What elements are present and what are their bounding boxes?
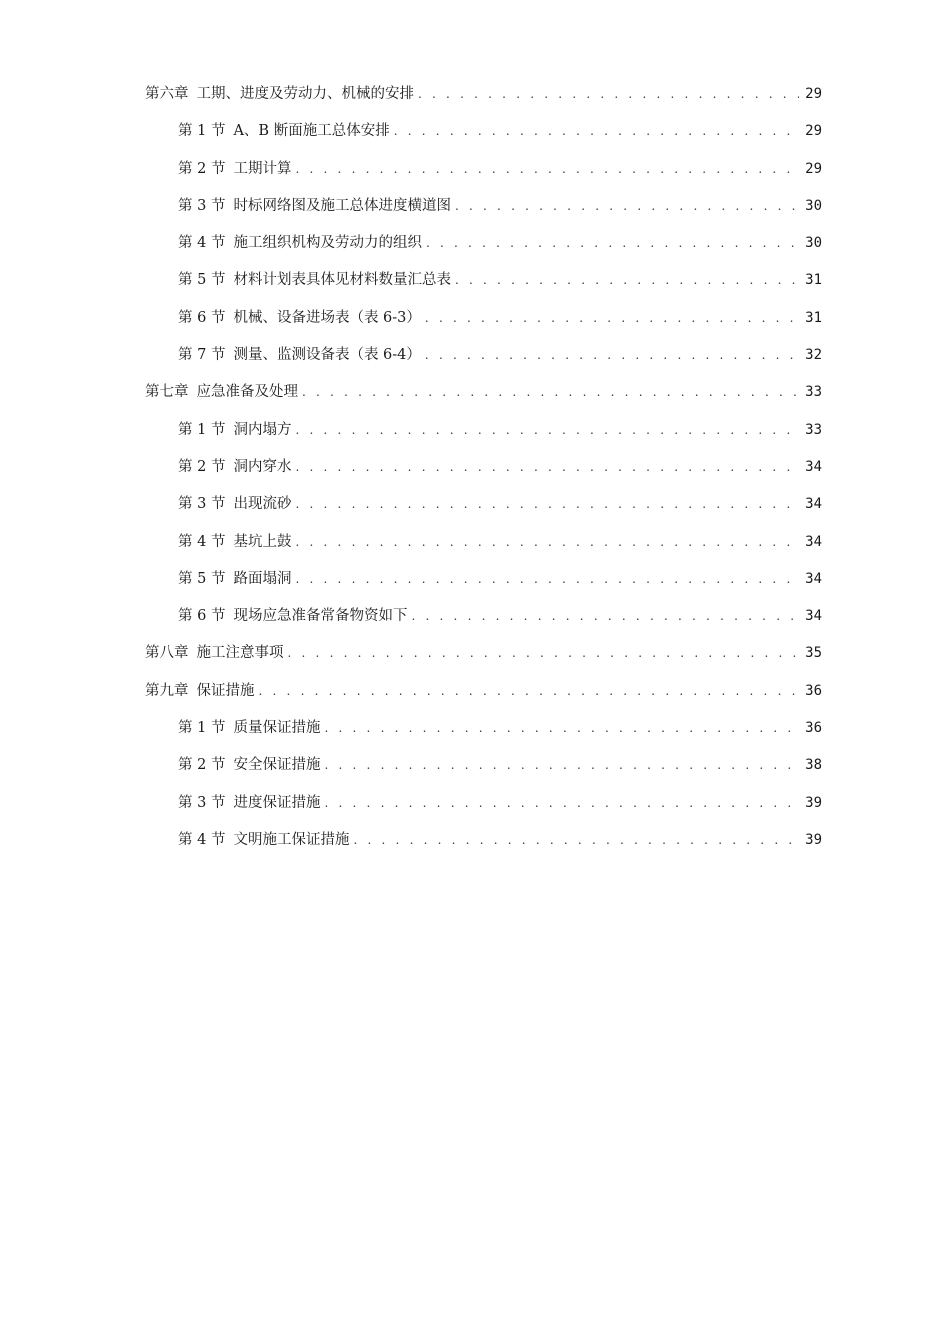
toc-entry-title — [178, 528, 295, 556]
toc-entry-label: 第 1 节 — [178, 720, 226, 737]
toc-entry-label: 第 4 节 — [178, 235, 226, 252]
toc-entry-label: 第 1 节 — [178, 123, 226, 140]
toc-entry-section[interactable] — [145, 416, 822, 453]
toc-entry-text: 洞内穿水 — [233, 458, 292, 475]
toc-leader-dots — [324, 789, 799, 817]
toc-entry-section[interactable] — [145, 528, 822, 565]
toc-leader-dots — [425, 304, 799, 332]
toc-entry-section[interactable] — [145, 490, 822, 527]
toc-leader-dots — [411, 602, 799, 630]
toc-leader-dots — [394, 117, 799, 145]
toc-page-number: 34 — [805, 458, 822, 475]
toc-page-number: 34 — [805, 496, 822, 513]
toc-leader-dots — [295, 155, 799, 183]
toc-entry-text: 质量保证措施 — [233, 720, 321, 737]
toc-entry-title — [178, 826, 353, 854]
toc-leader-dots — [295, 416, 799, 444]
toc-entry-label: 第 5 节 — [178, 272, 226, 289]
toc-leader-dots — [295, 453, 799, 481]
toc-entry-section[interactable] — [145, 266, 822, 303]
toc-entry-section[interactable] — [145, 304, 822, 341]
toc-entry-text: 机械、设备进场表（表 6-3） — [233, 309, 421, 326]
toc-entry-label: 第 6 节 — [178, 309, 226, 326]
toc-entry-section[interactable] — [145, 453, 822, 490]
toc-page-number: 29 — [805, 86, 822, 102]
toc-entry-label: 第八章 — [145, 645, 189, 662]
toc-entry-section[interactable] — [145, 192, 822, 229]
toc-entry-text: 基坑上鼓 — [233, 533, 292, 550]
toc-entry-text: 应急准备及处理 — [196, 384, 298, 401]
toc-page-number: 34 — [805, 533, 822, 550]
toc-entry-text: 安全保证措施 — [233, 757, 321, 774]
toc-page-number: 35 — [805, 645, 822, 662]
toc-leader-dots — [324, 714, 799, 742]
toc-entry-title — [178, 229, 426, 257]
toc-entry-label: 第 4 节 — [178, 533, 226, 550]
toc-entry-title — [178, 453, 295, 481]
toc-entry-label: 第 1 节 — [178, 421, 226, 438]
toc-page-number: 36 — [805, 682, 822, 699]
toc-entry-label: 第九章 — [145, 682, 189, 699]
toc-page-number: 34 — [805, 570, 822, 587]
toc-entry-chapter[interactable] — [145, 80, 822, 117]
toc-page-number: 29 — [805, 160, 822, 177]
toc-entry-text: 工期、进度及劳动力、机械的安排 — [196, 86, 414, 102]
toc-page-number: 34 — [805, 608, 822, 625]
toc-entry-text: 洞内塌方 — [233, 421, 292, 438]
toc-entry-title — [145, 378, 302, 406]
toc-leader-dots — [353, 826, 799, 854]
toc-leader-dots — [455, 266, 799, 294]
toc-entry-text: 路面塌洞 — [233, 570, 292, 587]
toc-page-number: 30 — [805, 197, 822, 214]
toc-page-number: 32 — [805, 347, 822, 364]
toc-entry-title — [178, 789, 324, 817]
toc-entry-title — [178, 304, 425, 332]
toc-page-number: 39 — [805, 831, 822, 848]
toc-entry-title — [145, 80, 418, 108]
toc-entry-title — [178, 155, 295, 183]
toc-entry-label: 第 3 节 — [178, 496, 226, 513]
toc-entry-label: 第 3 节 — [178, 794, 226, 811]
toc-page-number: 31 — [805, 309, 822, 326]
toc-entry-text: 进度保证措施 — [233, 794, 321, 811]
toc-entry-title — [178, 416, 295, 444]
toc-leader-dots — [259, 677, 800, 705]
toc-entry-text: 出现流砂 — [233, 496, 292, 513]
toc-page-number: 33 — [805, 421, 822, 438]
toc-entry-label: 第 3 节 — [178, 197, 226, 214]
toc-entry-section[interactable] — [145, 117, 822, 154]
toc-entry-section[interactable] — [145, 341, 822, 378]
toc-entry-text: 施工组织机构及劳动力的组织 — [233, 235, 422, 252]
toc-leader-dots — [324, 751, 799, 779]
toc-entry-label: 第 7 节 — [178, 347, 226, 364]
toc-entry-chapter[interactable] — [145, 639, 822, 676]
toc-page-number: 29 — [805, 123, 822, 140]
toc-entry-section[interactable] — [145, 229, 822, 266]
toc-page-number: 31 — [805, 272, 822, 289]
toc-entry-title — [178, 565, 295, 593]
toc-entry-title — [145, 677, 259, 705]
toc-entry-text: 现场应急准备常备物资如下 — [233, 608, 408, 625]
toc-leader-dots — [418, 80, 799, 108]
toc-leader-dots — [295, 565, 799, 593]
toc-entry-text: 工期计算 — [233, 160, 292, 177]
toc-page-number: 30 — [805, 235, 822, 252]
toc-entry-title — [178, 192, 455, 220]
toc-entry-text: 材料计划表具体见材料数量汇总表 — [233, 272, 451, 289]
toc-page-number: 36 — [805, 720, 822, 737]
toc-entry-section[interactable] — [145, 602, 822, 639]
toc-leader-dots — [455, 192, 799, 220]
toc-entry-chapter[interactable] — [145, 378, 822, 415]
toc-entry-text: 施工注意事项 — [196, 645, 284, 662]
toc-leader-dots — [288, 639, 800, 667]
toc-entry-label: 第六章 — [145, 86, 189, 102]
table-of-contents — [145, 80, 822, 863]
toc-entry-label: 第七章 — [145, 384, 189, 401]
toc-entry-label: 第 2 节 — [178, 160, 226, 177]
toc-leader-dots — [426, 229, 799, 257]
toc-leader-dots — [295, 528, 799, 556]
toc-entry-title — [178, 751, 324, 779]
toc-entry-label: 第 5 节 — [178, 570, 226, 587]
toc-entry-label: 第 2 节 — [178, 458, 226, 475]
toc-entry-title — [145, 639, 288, 667]
toc-entry-title — [178, 602, 411, 630]
toc-entry-section[interactable] — [145, 714, 822, 751]
toc-entry-section[interactable] — [145, 789, 822, 826]
toc-page-number: 38 — [805, 757, 822, 774]
toc-entry-text: 测量、监测设备表（表 6-4） — [233, 347, 421, 364]
toc-entry-section[interactable] — [145, 565, 822, 602]
toc-leader-dots — [295, 490, 799, 518]
toc-leader-dots — [302, 378, 799, 406]
toc-entry-text: 文明施工保证措施 — [233, 831, 350, 848]
toc-leader-dots — [425, 341, 799, 369]
toc-entry-label: 第 2 节 — [178, 757, 226, 774]
toc-entry-title — [178, 266, 455, 294]
toc-entry-text: 保证措施 — [196, 682, 255, 699]
toc-page-number: 39 — [805, 794, 822, 811]
toc-entry-section[interactable] — [145, 155, 822, 192]
toc-entry-title — [178, 490, 295, 518]
toc-entry-section[interactable] — [145, 826, 822, 863]
toc-entry-text: 时标网络图及施工总体进度横道图 — [233, 197, 451, 214]
toc-entry-title — [178, 341, 425, 369]
toc-entry-section[interactable] — [145, 751, 822, 788]
toc-entry-label: 第 4 节 — [178, 831, 226, 848]
toc-entry-text: A、B 断面施工总体安排 — [233, 123, 390, 140]
toc-entry-title — [178, 714, 324, 742]
toc-page-number: 33 — [805, 384, 822, 401]
toc-entry-label: 第 6 节 — [178, 608, 226, 625]
toc-entry-chapter[interactable] — [145, 677, 822, 714]
toc-entry-title — [178, 117, 394, 145]
